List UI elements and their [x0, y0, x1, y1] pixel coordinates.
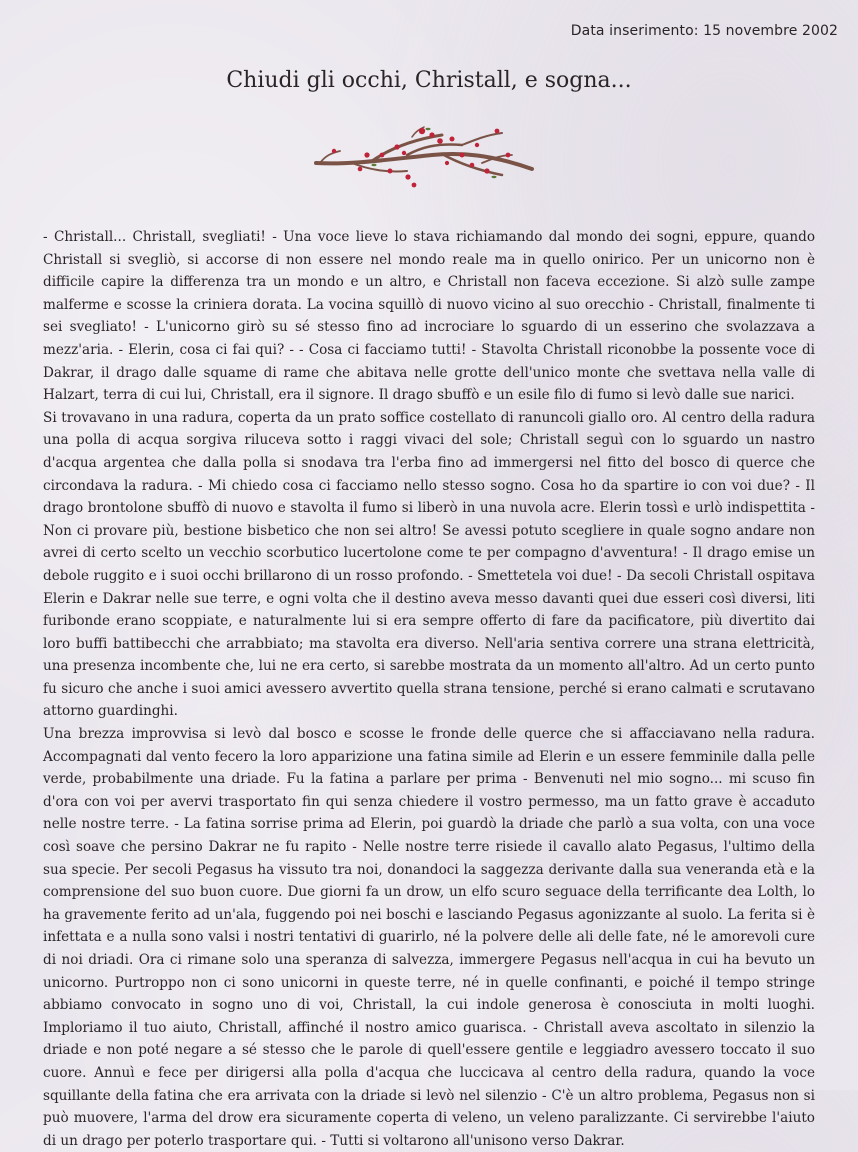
- entry-date: Data inserimento: 15 novembre 2002: [570, 23, 838, 39]
- story-paragraph: Si trovavano in una radura, coperta da un prato soffice costellato di ranuncoli giallo oro. Al centro della radura una polla di acqua sorgiva riluceva sotto i raggi vivaci del sole; Christall seguì con lo sguardo un nastro d'acqua argentea che dalla polla si snodava tra l'erba fino ad immergersi nel fitto del bosco di querce che circondava la radura. - Mi chiedo cosa ci facciamo nello stesso sogno. Cosa ho da spartire io con voi due? - Il drago brontolone sbuffò di nuovo e stavolta il fumo si liberò in una nuvola acre. Elerin tossì e urlò indispettita - Non ci provare più, bestione bisbetico che non sei altro! Se avessi potuto scegliere in quale sogno andare non avrei di certo scelto un vecchio scorbutico lucertolone come te per compagno d'avventura! - Il drago emise un debole ruggito e i suoi occhi brillarono di un rosso profondo. - Smettetela voi due! - Da secoli Christall ospitava Elerin e Dakrar nelle sue terre, e ogni volta che il destino aveva messo davanti quei due esseri così diversi, liti furibonde erano scoppiate, e naturalmente lui si era sempre offerto di fare da pacificatore, più divertito dai loro buffi battibecchi che arrabbiato; ma stavolta era diverso. Nell'aria sentiva correre una strana elettricità, una presenza incombente che, lui ne era certo, si sarebbe mostrata da un momento all'altro. Ad un certo punto fu sicuro che anche i suoi amici avessero avvertito quella strana tensione, perché si erano calmati e scrutavano attorno guardinghi.: [43, 409, 815, 720]
- page-title: Chiudi gli occhi, Christall, e sogna...: [226, 68, 632, 93]
- story-paragraph: Una brezza improvvisa si levò dal bosco e scosse le fronde delle querce che si affacciavano nella radura. Accompagnati dal vento fecero la loro apparizione una fatina simile ad Elerin e un essere femminile dalla pelle verde, probabilmente una driade. Fu la fatina a parlare per prima - Benvenuti nel mio sogno... mi scuso fin d'ora con voi per avervi trasportato fin qui senza chiedere il vostro permesso, ma un fatto grave è accaduto nelle nostre terre. - La fatina sorrise prima ad Elerin, poi guardò la driade che parlò a sua volta, con una voce così soave che persino Dakrar ne fu rapito - Nelle nostre terre risiede il cavallo alato Pegasus, l'ultimo della sua specie. Per secoli Pegasus ha vissuto tra noi, donandoci la saggezza derivante dalla sua veneranda età e la comprensione del suo buon cuore. Due giorni fa un drow, un elfo scuro seguace della terrificante dea Lolth, lo ha gravemente ferito ad un'ala, fuggendo poi nei boschi e lasciando Pegasus agonizzante al suolo. La ferita si è infettata e a nulla sono valsi i nostri tentativi di guarirlo, né la polvere delle ali delle fate, né le amorevoli cure di noi driadi. Ora ci rimane solo una speranza di salvezza, immergere Pegasus nell'acqua in cui ha bevuto un unicorno. Purtroppo non ci sono unicorni in queste terre, né in quelle confinanti, e poiché il tempo stringe abbiamo convocato in sogno uno di voi, Christall, la cui indole generosa è conosciuta in molti luoghi. Imploriamo il tuo aiuto, Christall, affinché il nostro amico guarisca. - Christall aveva ascoltato in silenzio la driade e non poté negare a sé stesso che le parole di quell'essere gentile e leggiadro avessero toccato il suo cuore. Annuì e fece per dirigersi alla polla d'acqua che luccicava al centro della radura, quando la voce squillante della fatina che era arrivata con la driade si levò nel silenzio - C'è un altro problema, Pegasus non si può muovere, l'arma del drow era sicuramente coperta di veleno, un veleno paralizzante. Ci servirebbe l'aiuto di un drago per poterlo trasportare qui. - Tutti si voltarono all'unisono verso Dakrar.: [43, 726, 815, 1149]
- story-paragraph: - Christall... Christall, svegliati! - Una voce lieve lo stava richiamando dal mondo dei sogni, eppure, quando Christall si svegliò, si accorse di non essere nel mondo reale ma in quello onirico. Per un unicorno non è difficile capire la differenza tra un mondo e un altro, e Christall non faceva eccezione. Si alzò sulle zampe malferme e scosse la criniera dorata. La vocina squillò di nuovo vicino al suo orecchio - Christall, finalmente ti sei svegliato! - L'unicorno girò su sé stesso fino ad incrociare lo sguardo di un esserino che svolazzava a mezz'aria. - Elerin, cosa ci fai qui? - - Cosa ci facciamo tutti! - Stavolta Christall riconobbe la possente voce di Dakrar, il drago dalle squame di rame che abitava nelle grotte dell'unico monte che svettava nella valle di Halzart, terra di cui lui, Christall, era il signore. Il drago sbuffò e un esile filo di fumo si levò dalle sue narici.: [43, 229, 815, 404]
- blossom-branch-icon: [312, 125, 536, 193]
- story-text: [43, 226, 815, 1152]
